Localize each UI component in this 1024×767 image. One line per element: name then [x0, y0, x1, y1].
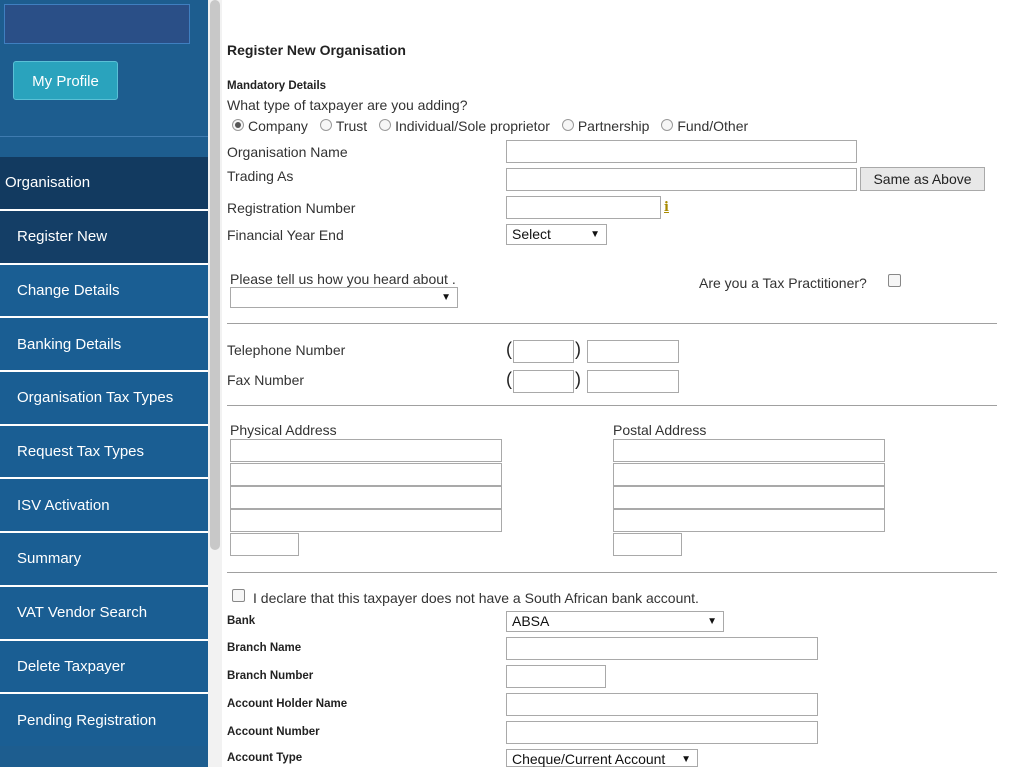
fin-year-label: Financial Year End — [227, 227, 344, 243]
telephone-number-input[interactable] — [587, 340, 679, 363]
sidebar-scrollbar[interactable] — [208, 0, 222, 767]
physical-address-line-1[interactable] — [230, 439, 502, 462]
same-as-above-button[interactable]: Same as Above — [860, 167, 985, 191]
trading-as-label: Trading As — [227, 168, 294, 184]
sidebar-item-register-new[interactable] — [0, 209, 208, 263]
paren-close: ) — [575, 369, 581, 389]
select-value: ABSA — [512, 613, 550, 629]
branch-name-label: Branch Name — [227, 642, 302, 654]
radio-label: Trust — [335, 118, 368, 134]
radio-fund-other[interactable] — [661, 118, 748, 134]
radio-label: Fund/Other — [677, 118, 749, 134]
radio-icon[interactable] — [562, 119, 574, 131]
sidebar — [0, 0, 208, 767]
sidebar-item-isv-activation[interactable] — [0, 477, 208, 531]
postal-address-line-1[interactable] — [613, 439, 885, 462]
radio-icon[interactable] — [379, 119, 391, 131]
trading-as-input[interactable] — [506, 168, 857, 191]
chevron-down-icon: ▼ — [441, 292, 451, 303]
postal-address-line-2[interactable] — [613, 463, 885, 486]
sidebar-item-label: Pending Registration — [17, 711, 157, 729]
radio-icon[interactable] — [320, 119, 332, 131]
reg-number-label: Registration Number — [227, 200, 356, 216]
account-number-input[interactable] — [506, 721, 818, 744]
section-divider — [227, 323, 997, 324]
bank-select[interactable] — [506, 611, 724, 632]
sidebar-divider — [0, 136, 208, 137]
sidebar-item-label: Request Tax Types — [17, 443, 145, 461]
main-form — [222, 0, 1024, 767]
paren-open: ( — [506, 369, 512, 389]
sidebar-item-summary[interactable] — [0, 531, 208, 585]
postal-code-input[interactable] — [613, 533, 682, 556]
tax-practitioner-label: Are you a Tax Practitioner? — [699, 275, 867, 291]
mandatory-heading: Mandatory Details — [227, 80, 327, 92]
paren-close: ) — [575, 339, 581, 359]
sidebar-nav-list — [0, 209, 208, 746]
section-divider — [227, 405, 997, 406]
account-type-select[interactable] — [506, 749, 698, 767]
radio-icon[interactable] — [661, 119, 673, 131]
sidebar-item-label: VAT Vendor Search — [17, 604, 148, 622]
org-name-label: Organisation Name — [227, 144, 348, 160]
tax-practitioner-checkbox[interactable] — [888, 274, 901, 287]
postal-address-line-4[interactable] — [613, 509, 885, 532]
sidebar-item-vat-vendor-search[interactable] — [0, 585, 208, 639]
reg-number-input[interactable] — [506, 196, 661, 219]
postal-address-line-3[interactable] — [613, 486, 885, 509]
physical-postal-code-input[interactable] — [230, 533, 299, 556]
page-title: Register New Organisation — [227, 42, 406, 58]
scrollbar-thumb[interactable] — [210, 0, 220, 550]
radio-label: Individual/Sole proprietor — [395, 118, 550, 134]
radio-trust[interactable] — [320, 118, 367, 134]
radio-company[interactable] — [232, 118, 308, 134]
no-bank-account-label: I declare that this taxpayer does not have a South African bank account. — [253, 590, 699, 606]
telephone-area-code-input[interactable] — [513, 340, 574, 363]
branch-number-input[interactable] — [506, 665, 606, 688]
account-type-label: Account Type — [227, 752, 303, 764]
sidebar-item-delete-taxpayer[interactable] — [0, 639, 208, 693]
heard-about-select[interactable] — [230, 287, 458, 308]
physical-address-label: Physical Address — [230, 422, 337, 438]
no-bank-account-checkbox[interactable] — [232, 589, 245, 602]
taxpayer-question: What type of taxpayer are you adding? — [227, 97, 468, 113]
sidebar-item-banking-details[interactable] — [0, 316, 208, 370]
heard-about-label: Please tell us how you heard about . — [230, 271, 456, 287]
account-holder-input[interactable] — [506, 693, 818, 716]
radio-checked-icon[interactable] — [232, 119, 244, 131]
branch-number-label: Branch Number — [227, 670, 314, 682]
sidebar-item-label: Organisation Tax Types — [17, 389, 174, 407]
radio-label: Company — [248, 118, 308, 134]
sidebar-item-organisation-tax-types[interactable] — [0, 370, 208, 424]
sidebar-item-label: Banking Details — [17, 335, 122, 353]
fax-label: Fax Number — [227, 372, 305, 388]
physical-address-line-3[interactable] — [230, 486, 502, 509]
sidebar-search-box[interactable] — [4, 4, 190, 44]
sidebar-section-organisation[interactable]: Organisation — [0, 157, 208, 209]
chevron-down-icon: ▼ — [681, 754, 691, 765]
fax-number-input[interactable] — [587, 370, 679, 393]
section-divider — [227, 572, 997, 573]
sidebar-item-label: Change Details — [17, 282, 120, 300]
paren-open: ( — [506, 339, 512, 359]
fax-area-code-input[interactable] — [513, 370, 574, 393]
telephone-label: Telephone Number — [227, 342, 346, 358]
sidebar-item-label: ISV Activation — [17, 496, 110, 514]
physical-address-line-4[interactable] — [230, 509, 502, 532]
sidebar-item-request-tax-types[interactable] — [0, 424, 208, 478]
chevron-down-icon: ▼ — [707, 616, 717, 627]
radio-individual[interactable] — [379, 118, 550, 134]
my-profile-button[interactable]: My Profile — [13, 61, 118, 100]
sidebar-item-change-details[interactable] — [0, 263, 208, 317]
info-icon[interactable]: i — [664, 200, 669, 215]
account-number-label: Account Number — [227, 726, 320, 738]
radio-partnership[interactable] — [562, 118, 650, 134]
branch-name-input[interactable] — [506, 637, 818, 660]
chevron-down-icon: ▼ — [590, 229, 600, 240]
postal-address-label: Postal Address — [613, 422, 707, 438]
taxpayer-type-group — [232, 118, 748, 134]
select-value: Select — [512, 226, 551, 242]
sidebar-item-label: Delete Taxpayer — [17, 657, 126, 675]
select-value: Cheque/Current Account — [512, 751, 666, 767]
physical-address-line-2[interactable] — [230, 463, 502, 486]
radio-label: Partnership — [577, 118, 650, 134]
sidebar-item-label: Summary — [17, 550, 82, 568]
sidebar-item-label: Register New — [17, 228, 108, 246]
fin-year-select[interactable] — [506, 224, 607, 245]
bank-label: Bank — [227, 615, 256, 627]
org-name-input[interactable] — [506, 140, 857, 163]
sidebar-item-pending-registration[interactable] — [0, 692, 208, 746]
account-holder-label: Account Holder Name — [227, 698, 348, 710]
